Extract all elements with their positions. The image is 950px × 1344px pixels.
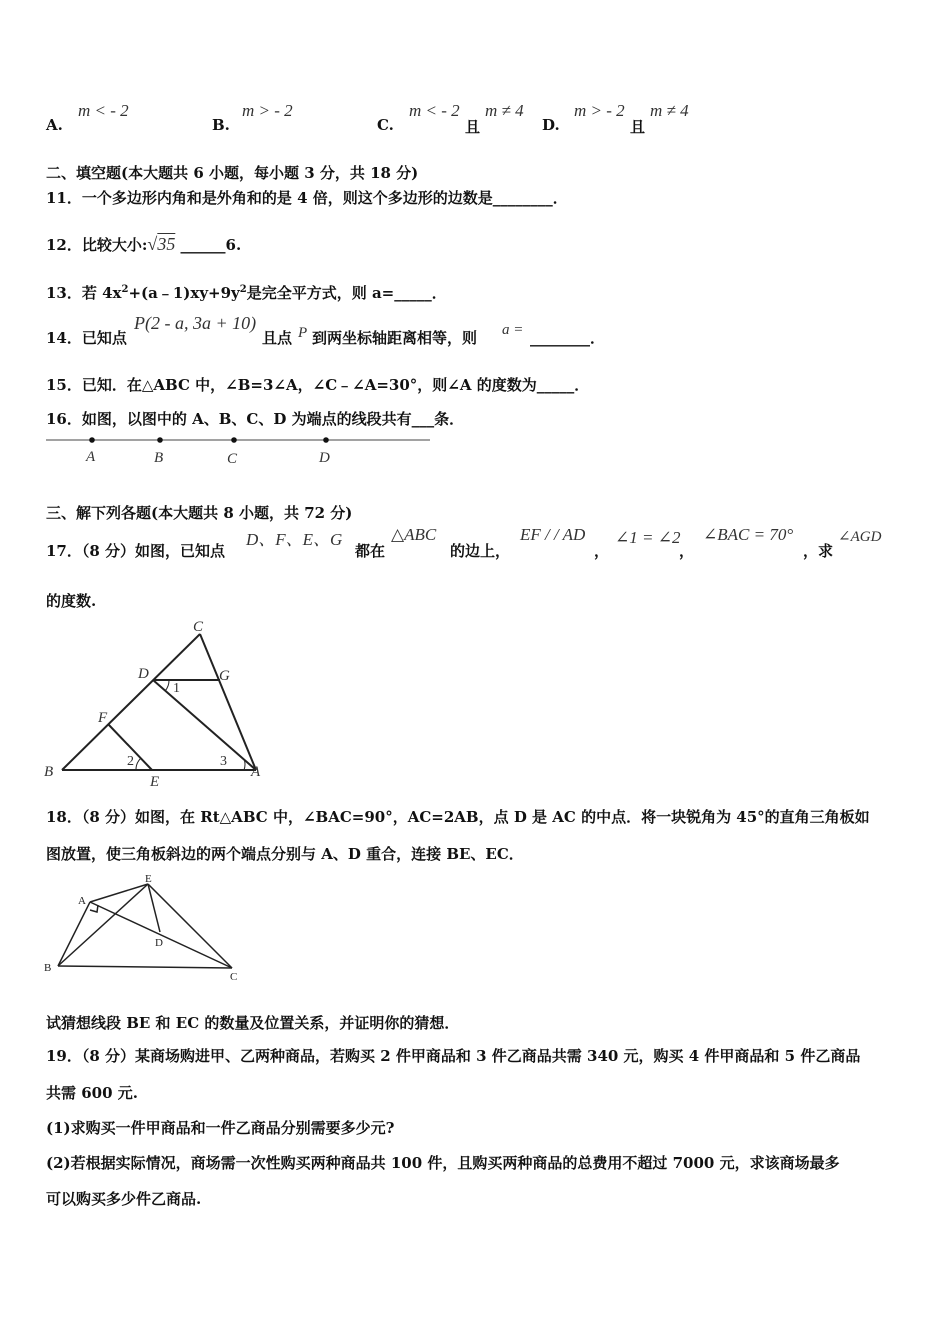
option-c-math: m < - 2 <box>409 101 460 120</box>
q19-sub2-line1: (2)若根据实际情况，商场需一次性购买两种商品共 100 件，且购买两种商品的总费用不超过 7000 元，求该商场最多 <box>46 1154 840 1172</box>
fig17-segment-da <box>153 680 256 770</box>
q16-label-c: C <box>227 451 238 467</box>
q13-sup2: 2 <box>239 284 247 295</box>
q17-bac: ∠BAC = 70° <box>703 525 794 544</box>
q17-prefix: 17．（8 分）如图，已知点 <box>46 542 226 560</box>
fig17-label-e: E <box>150 774 160 790</box>
fig17-label-1: 1 <box>173 681 180 696</box>
q12-radicand: 35 <box>157 234 176 254</box>
option-d-and: 且 <box>630 118 646 136</box>
fig18-segment-eb <box>58 884 148 966</box>
question-16: 16．如图，以图中的 A、B、C、D 为端点的线段共有___条． <box>46 410 465 428</box>
fig18-right-angle-mark <box>90 905 98 912</box>
q16-label-b: B <box>154 450 164 466</box>
q13-suffix: 是完全平方式，则 a=_____． <box>246 284 447 302</box>
fig17-side-ca <box>200 634 256 770</box>
question-12 <box>46 234 241 255</box>
q14-mid2: 到两坐标轴距离相等，则 <box>312 329 478 347</box>
question-13 <box>46 282 447 303</box>
q13-prefix: 13．若 4x <box>46 284 122 302</box>
q17-line2: 的度数. <box>46 592 97 610</box>
q16-point-c <box>231 437 237 443</box>
q17-comma2: ， <box>679 542 695 560</box>
fig17-arc-3 <box>244 759 245 770</box>
option-c-math2: m ≠ 4 <box>485 101 524 120</box>
option-b-label: B. <box>212 116 230 134</box>
fig18-label-b: B <box>44 962 52 974</box>
q16-figure <box>44 430 434 470</box>
fig18-segment-ae <box>90 884 148 902</box>
q19-sub2-line2: 可以购买多少件乙商品. <box>46 1190 202 1208</box>
q19-line2: 共需 600 元. <box>46 1084 138 1102</box>
q19-sub1: (1)求购买一件甲商品和一件乙商品分别需要多少元? <box>46 1119 395 1137</box>
fig18-segment-ec <box>148 884 232 968</box>
fig18-label-a: A <box>78 895 86 907</box>
option-d-label: D. <box>542 116 560 134</box>
q17-comma1: ， <box>594 542 610 560</box>
fig17-label-a: A <box>251 764 261 780</box>
q17-agd: ∠AGD <box>838 529 882 545</box>
fig17-label-2: 2 <box>127 754 134 769</box>
fig17-arc-2 <box>136 758 141 770</box>
q16-label-a: A <box>86 449 96 465</box>
option-c-label: C. <box>377 116 394 134</box>
q14-a: a = <box>502 322 524 338</box>
option-a-math: m < - 2 <box>78 101 129 120</box>
q13-mid: +(a﹣1)xy+9y <box>128 284 240 302</box>
q18-figure <box>40 870 250 984</box>
fig17-label-b: B <box>44 764 54 780</box>
q18-line1: 18．（8 分）如图，在 Rt△ABC 中，∠BAC=90°，AC=2AB，点 D 是 AC 的中点．将一块锐角为 45°的直角三角板如 <box>46 808 870 826</box>
q17-parallel: EF / / AD <box>520 525 586 544</box>
q16-point-a <box>89 437 95 443</box>
option-a-label: A. <box>46 116 63 134</box>
q19-line1: 19．（8 分）某商场购进甲、乙两种商品，若购买 2 件甲商品和 3 件乙商品共需 340 元，购买 4 件甲商品和 5 件乙商品 <box>46 1047 861 1065</box>
q17-triangle: △ABC <box>391 525 437 544</box>
fig17-label-g: G <box>219 668 230 684</box>
q14-prefix: 14．已知点 <box>46 329 127 347</box>
fig18-segment-ac <box>90 902 232 968</box>
q17-on: 都在 <box>355 542 386 560</box>
fig17-label-c: C <box>193 619 204 635</box>
q14-mid: 且点 <box>262 329 293 347</box>
q17-side: 的边上， <box>450 542 511 560</box>
fig18-segment-ab <box>58 902 90 966</box>
fig18-segment-ed <box>148 884 160 932</box>
fig18-label-d: D <box>155 937 163 949</box>
q13-sup1: 2 <box>121 284 129 295</box>
fig18-label-e: E <box>145 873 152 885</box>
q17-points: D、F、E、G <box>246 530 343 549</box>
section3-heading: 三、解下列各题(本大题共 8 小题，共 72 分) <box>46 504 353 522</box>
q17-angles: ∠1 = ∠2 <box>615 528 681 547</box>
question-11: 11．一个多边形内角和是外角和的是 4 倍，则这个多边形的边数是________． <box>46 189 568 207</box>
q16-point-b <box>157 437 163 443</box>
fig17-label-f: F <box>98 710 108 726</box>
section2-heading: 二、填空题(本大题共 6 小题，每小题 3 分，共 18 分) <box>46 164 419 182</box>
q17-ask: ，求 <box>803 542 834 560</box>
q18-line3: 试猜想线段 BE 和 EC 的数量及位置关系，并证明你的猜想． <box>46 1014 460 1032</box>
fig17-arc-1 <box>165 680 169 691</box>
fig18-segment-bc <box>58 966 232 968</box>
q18-line2: 图放置，使三角板斜边的两个端点分别与 A、D 重合，连接 BE、EC． <box>46 845 524 863</box>
option-b-math: m > - 2 <box>242 101 293 120</box>
option-d-math: m > - 2 <box>574 101 625 120</box>
q17-figure <box>40 616 280 792</box>
q16-label-d: D <box>319 450 330 466</box>
q14-p: P <box>298 325 308 341</box>
q12-suffix: ______6. <box>180 236 242 254</box>
q14-point: P(2 - a, 3a + 10) <box>134 313 257 333</box>
fig18-label-c: C <box>230 971 238 983</box>
question-15: 15．已知．在△ABC 中，∠B=3∠A，∠C﹣∠A=30°，则∠A 的度数为_____． <box>46 376 590 394</box>
option-c-and: 且 <box>465 118 481 136</box>
fig17-label-3: 3 <box>220 754 227 769</box>
q12-sqrt: √35 <box>147 234 176 254</box>
q12-prefix: 12．比较大小: <box>46 236 148 254</box>
option-d-math2: m ≠ 4 <box>650 101 689 120</box>
q16-point-d <box>323 437 329 443</box>
q14-suffix: ________． <box>530 329 606 347</box>
fig17-label-d: D <box>138 666 149 682</box>
